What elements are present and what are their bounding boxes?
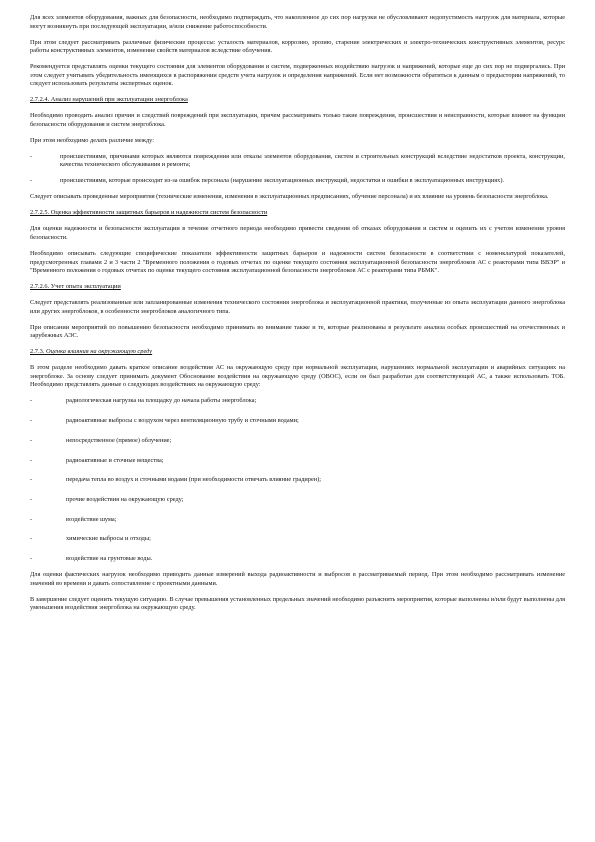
list-item-text: радиоактивные и сточные вещества;	[66, 456, 164, 464]
bullet-item	[30, 153, 565, 170]
list-item	[30, 516, 565, 525]
bullet-marker: -	[30, 177, 33, 185]
bullet-text: происшествиями, которые происходят из-за ошибок персонала (нарушение эксплуатационных инструкций, недостатки и ошибки в эксплуатационных инструкциях).	[60, 177, 505, 185]
list-item	[30, 457, 565, 466]
bullet-marker: -	[30, 397, 33, 405]
bullet-marker: -	[30, 554, 33, 562]
impact-list	[30, 397, 565, 563]
paragraph: Для оценки фактических нагрузок необходимо приводить данные измерений выхода радиоактивности и выбросов в рассматриваемый период. При этом необходимо рассматривать изменение значений во времени и давать сопоставление с проектными данными.	[30, 570, 565, 587]
list-item	[30, 496, 565, 505]
paragraph: В завершение следует оценить текущую ситуацию. В случае превышения установленных предельных значений необходимо разъяснить мероприятия, которые выполнены и/или будут выполнены для уменьшения воздействия энергоблока на окружающую среду.	[30, 595, 565, 612]
section-heading-2-7-2-5: 2.7.2.5. Оценка эффективности защитных барьеров и надежности систем безопасности	[30, 209, 268, 217]
section-heading-2-7-2-4: 2.7.2.4. Анализ нарушений при эксплуатации энергоблока	[30, 96, 188, 104]
paragraph: При этом необходимо делать различие между:	[30, 136, 155, 144]
list-item-text: воздействие на грунтовые воды.	[66, 554, 153, 562]
paragraph: Необходимо описывать следующие специфические показатели эффективности защитных барьеров и надежности систем безопасности в соответствии с номенклатурой показателей, предусмотренных главами 2 и 3 части 2 "Временного положения о годовых отчетах по оценке текущего состояния эксплуатационной безопасности энергоблоков АС с реакторами типа ВВЭР" и "Временного положения о годовых отчетах по оценке текущего состояния эксплуатационной безопасности энергоблоков АС с реакторами типа РБМК".	[30, 249, 565, 275]
list-item	[30, 437, 565, 446]
bullet-item	[30, 177, 565, 186]
list-item	[30, 555, 565, 564]
bullet-marker: -	[30, 495, 33, 503]
list-item-text: радиоактивные выбросы с воздухом через вентиляционную трубу и сточными водами;	[66, 417, 299, 425]
paragraph: Следует представлять реализованные или запланированные изменения технического состояния энергоблока и эксплуатационной практики, полученные из опыта эксплуатации данного энергоблока или других энергоблоков, в особенности энергоблоков аналогичного типа.	[30, 299, 565, 315]
bullet-marker: -	[30, 417, 33, 425]
bullet-marker: -	[30, 535, 33, 543]
bullet-marker: -	[30, 456, 33, 464]
list-item	[30, 417, 565, 426]
list-item-text: прочие воздействия на окружающую среду;	[66, 495, 184, 503]
list-item	[30, 397, 565, 406]
bullet-marker: -	[30, 515, 33, 523]
list-item	[30, 535, 565, 544]
list-item	[30, 476, 565, 485]
section-title: Оценка влияния на окружающую среду	[46, 348, 153, 356]
list-item-text: воздействие шума;	[66, 515, 117, 523]
section-number: 2.7.3.	[30, 348, 45, 356]
paragraph: При этом следует рассматривать различные физические процессы: усталость материалов, коррозию, эрозию, старение электрических и электро-технических конструктивных элементов, ресурс работы конструктивных элементов, изменение свойств материалов вследствие облучения.	[30, 38, 565, 55]
paragraph: Для всех элементов оборудования, важных для безопасности, необходимо подтверждать, что накопленное до сих пор нагрузки не обусловливают недопустимость нагрузок для материала, которые могут возникнуть при последующей эксплуатации, и/или снижение работоспособности.	[30, 14, 565, 30]
paragraph: Следует описывать проведенные мероприятия (технические изменения, изменения в эксплуатационных предписаниях, обучение персонала) и их влияние на уровень безопасности энергоблока.	[30, 193, 549, 201]
paragraph: Рекомендуется представлять оценки текущего состояния для элементов оборудования и систем, подверженных воздействию нагрузок и напряжений, которые еще до сих пор не подвергались. При этом следует учитывать убедительность имеющихся в распоряжении средств учета нагрузок и определения напряжений. Если нет возможности обратиться к данным о предыстории напряжений, то следует использовать результаты экспертных оценок.	[30, 63, 565, 88]
section-heading-2-7-2-6: 2.7.2.6. Учет опыта эксплуатации	[30, 283, 121, 291]
paragraph: Для оценки надежности и безопасности эксплуатации в течение отчетного периода необходимо привести сведения об отказах оборудования и систем и оценить их с учетом изменения уровня безопасности.	[30, 225, 565, 241]
section-heading-2-7-3	[30, 348, 565, 357]
bullet-marker: -	[30, 476, 33, 484]
paragraph: Необходимо проводить анализ причин и следствий повреждений при эксплуатации, причем рассматривать только такие повреждения, происшествия и неисправности, которые влияют на функции безопасности оборудования и систем энергоблока.	[30, 112, 565, 128]
list-item-text: химические выбросы и отходы;	[66, 535, 151, 543]
bullet-marker: -	[30, 152, 33, 160]
paragraph: В этом разделе необходимо давать краткое описание воздействия АС на окружающую среду при нормальной эксплуатации, нарушениях нормальной эксплуатации и аварийных ситуациях на энергоблоке. За основу следует принимать документ Обоснование воздействия на окружающую среду (ОВОС), если он был разработан для соответствующей АС, а также использовать ТОБ. Необходимо представлять данные о следующих воздействиях на окружающую среду:	[30, 364, 565, 389]
bullet-text: происшествиями, причинами которых являются повреждения или отказы элементов оборудования, систем и строительных конструкций вследствие недостатков проекта, конструкции, качества технического обслуживания и ремонта;	[60, 152, 565, 169]
list-item-text: передача тепла во воздух и сточными водами (при необходимости отвечать влияние градирен);	[66, 476, 321, 484]
paragraph: При описании мероприятий по повышению безопасности необходимо принимать во внимание также и те, которые реализованы в результате анализа особых происшествий на отечественных и зарубежных АЭС.	[30, 323, 565, 340]
list-item-text: непосредственное (прямое) облучение;	[66, 436, 172, 444]
bullet-marker: -	[30, 436, 33, 444]
list-item-text: радиологическая нагрузка на площадку до начала работы энергоблока;	[66, 397, 257, 405]
